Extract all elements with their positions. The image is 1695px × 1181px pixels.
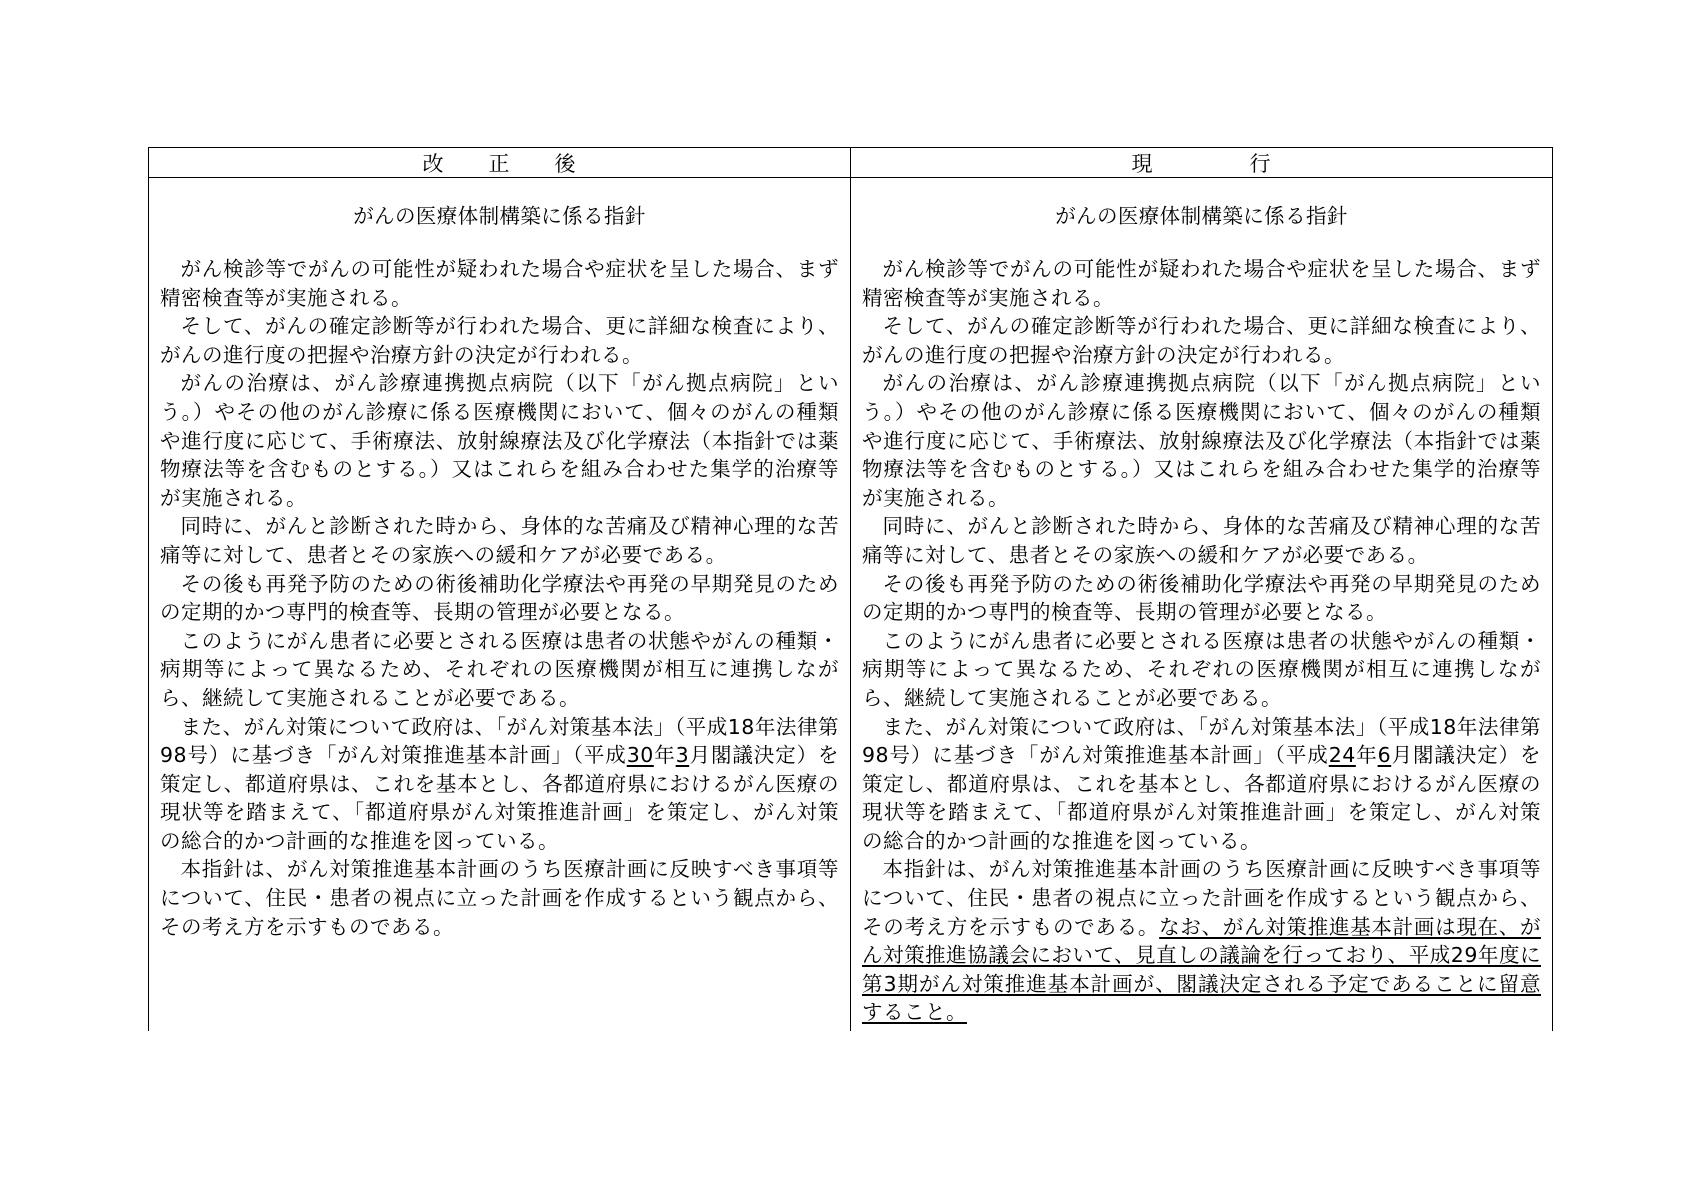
- current-column: [862, 178, 1541, 1030]
- plan-text: 年: [653, 743, 676, 768]
- current-paragraph-purpose: [862, 855, 1541, 1027]
- current-paragraph-plan: [862, 713, 1541, 856]
- revised-column: [160, 178, 839, 1030]
- header-revised: [149, 148, 850, 177]
- current-paragraph: 同時に、がんと診断された時から、身体的な苦痛及び精神心理的な苦痛等に対して、患者とその家族への緩和ケアが必要である。: [862, 514, 1541, 567]
- comparison-table: [148, 147, 1553, 1031]
- plan-text: 月閣議決定）を策定し、都道府県は、これを基本とし、各都道府県におけるがん医療の現状等を踏まえて、「都道府県がん対策推進計画」を策定し、がん対策の総合的かつ計画的な推進を図っている。: [160, 743, 839, 853]
- revised-paragraph-plan: [160, 713, 839, 856]
- changed-year: 30: [626, 743, 654, 768]
- revised-paragraph: がん検診等でがんの可能性が疑われた場合や症状を呈した場合、まず精密検査等が実施される。: [160, 257, 839, 310]
- revised-paragraph: 同時に、がんと診断された時から、身体的な苦痛及び精神心理的な苦痛等に対して、患者とその家族への緩和ケアが必要である。: [160, 514, 839, 567]
- plan-text: また、がん対策について政府は、「がん対策基本法」（平成18年法律第98号）に基づき「がん対策推進基本計画」（平成: [160, 714, 839, 768]
- purpose-text: 本指針は、がん対策推進基本計画のうち医療計画に反映すべき事項等について、住民・患者の視点に立った計画を作成するという観点から、その考え方を示すものである。: [862, 857, 1541, 939]
- column-divider: [850, 148, 851, 1031]
- changed-year: 24: [1328, 743, 1356, 768]
- current-paragraph: このようにがん患者に必要とされる医療は患者の状態やがんの種類・病期等によって異なるため、それぞれの医療機関が相互に連携しながら、継続して実施されることが必要である。: [862, 628, 1541, 710]
- revised-paragraph: 本指針は、がん対策推進基本計画のうち医療計画に反映すべき事項等について、住民・患者の視点に立った計画を作成するという観点から、その考え方を示すものである。: [160, 857, 839, 939]
- header-revised-char: 改: [422, 151, 445, 176]
- header-revised-char: 正: [488, 151, 511, 176]
- changed-month: 3: [675, 743, 690, 768]
- revised-paragraph: がんの治療は、がん診療連携拠点病院（以下「がん拠点病院」という。）やその他のがん診療に係る医療機関において、個々のがんの種類や進行度に応じて、手術療法、放射線療法及び化学療法（本指針では薬物療法等を含むものとする。）又はこれらを組み合わせた集学的治療等が実施される。: [160, 371, 839, 510]
- current-paragraph: そして、がんの確定診断等が行われた場合、更に詳細な検査により、がんの進行度の把握や治療方針の決定が行われる。: [862, 314, 1541, 367]
- header-revised-char: 後: [554, 151, 577, 176]
- revised-body: [160, 255, 839, 941]
- current-paragraph: がんの治療は、がん診療連携拠点病院（以下「がん拠点病院」という。）やその他のがん診療に係る医療機関において、個々のがんの種類や進行度に応じて、手術療法、放射線療法及び化学療法（本指針では薬物療法等を含むものとする。）又はこれらを組み合わせた集学的治療等が実施される。: [862, 371, 1541, 510]
- header-current-char: 行: [1249, 151, 1272, 176]
- header-current: [851, 148, 1552, 177]
- revised-paragraph: このようにがん患者に必要とされる医療は患者の状態やがんの種類・病期等によって異なるため、それぞれの医療機関が相互に連携しながら、継続して実施されることが必要である。: [160, 628, 839, 710]
- plan-text: また、がん対策について政府は、「がん対策基本法」（平成18年法律第98号）に基づき「がん対策推進基本計画」（平成: [862, 714, 1541, 768]
- header-current-char: 現: [1131, 151, 1154, 176]
- deleted-note: なお、がん対策推進基本計画は現在、がん対策推進協議会において、見直しの議論を行っており、平成29年度に第3期がん対策推進基本計画が、閣議決定される予定であることに留意すること。: [862, 914, 1541, 1025]
- current-paragraph: その後も再発予防のための術後補助化学療法や再発の早期発見のための定期的かつ専門的検査等、長期の管理が必要となる。: [862, 571, 1541, 625]
- current-body: [862, 255, 1541, 1027]
- current-paragraph: がん検診等でがんの可能性が疑われた場合や症状を呈した場合、まず精密検査等が実施される。: [862, 257, 1541, 310]
- current-doc-title: がんの医療体制構築に係る指針: [1055, 204, 1348, 228]
- revised-paragraph: その後も再発予防のための術後補助化学療法や再発の早期発見のための定期的かつ専門的検査等、長期の管理が必要となる。: [160, 571, 839, 625]
- revised-paragraph: そして、がんの確定診断等が行われた場合、更に詳細な検査により、がんの進行度の把握や治療方針の決定が行われる。: [160, 314, 839, 367]
- plan-text: 月閣議決定）を策定し、都道府県は、これを基本とし、各都道府県におけるがん医療の現状等を踏まえて、「都道府県がん対策推進計画」を策定し、がん対策の総合的かつ計画的な推進を図っている。: [862, 743, 1541, 853]
- changed-month: 6: [1377, 743, 1392, 768]
- revised-doc-title: がんの医療体制構築に係る指針: [353, 204, 646, 228]
- plan-text: 年: [1355, 743, 1378, 768]
